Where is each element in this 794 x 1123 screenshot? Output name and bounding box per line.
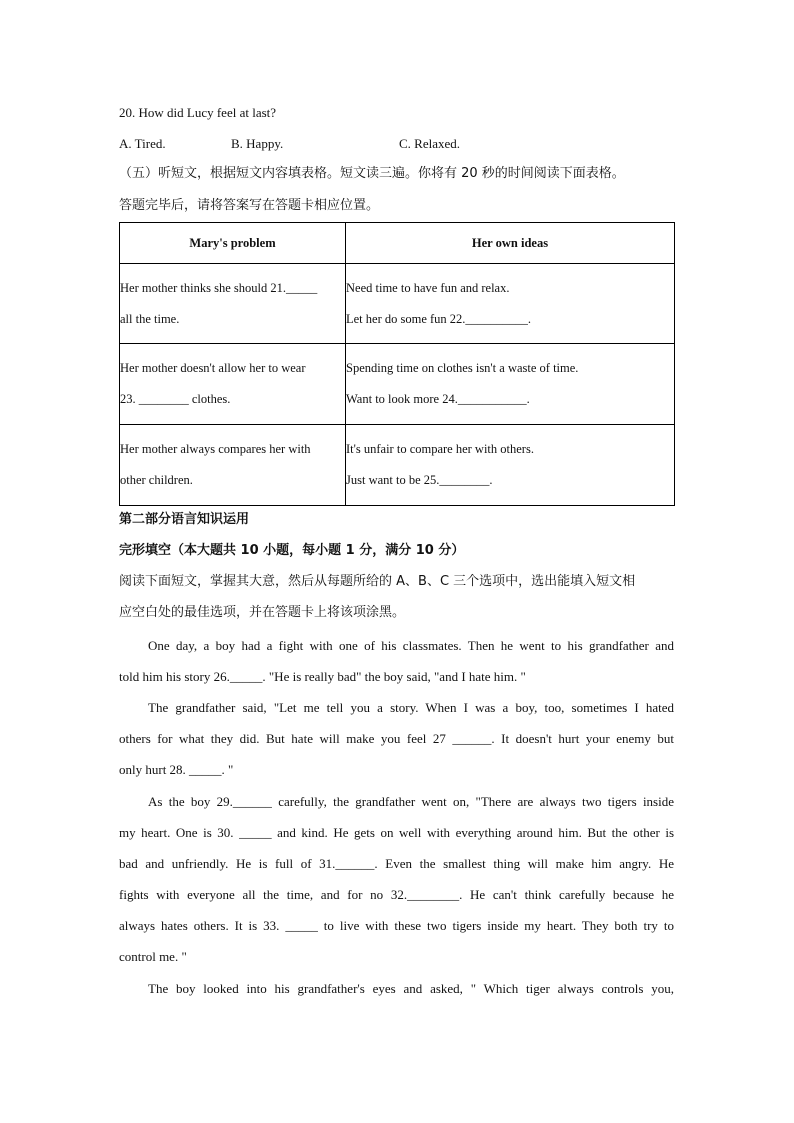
passage-paragraph-2 — [119, 700, 674, 793]
passage-paragraph-1 — [119, 638, 674, 700]
table-cell-problem — [120, 344, 346, 425]
passage-line: The grandfather said, "Let me tell you a story. When I was a boy, too, sometimes I hated — [148, 700, 674, 715]
cell-line: It's unfair to compare her with others. — [346, 442, 534, 456]
option-c: C. Relaxed. — [399, 136, 461, 151]
passage-paragraph-3 — [119, 794, 674, 980]
passage-line: As the boy 29.______ carefully, the grandfather went on, "There are always two tigers inside — [148, 794, 674, 809]
passage-line: fights with everyone all the time, and for no 32.________. He can't think carefully because he — [119, 887, 674, 902]
cell-line: Want to look more 24.___________. — [346, 392, 530, 406]
cell-line: Spending time on clothes isn't a waste of time. — [346, 361, 579, 375]
table-cell-ideas — [346, 264, 675, 344]
cell-line: 23. ________ clothes. — [120, 392, 231, 406]
cell-line: Her mother thinks she should 21._____ — [120, 281, 318, 295]
passage-line: told him his story 26._____. "He is really bad" the boy said, "and I hate him. " — [119, 669, 526, 684]
section5-instruction-line1: （五）听短文，根据短文内容填表格。短文读三遍。你将有 20 秒的时间阅读下面表格。 — [119, 166, 625, 181]
cell-line: Her mother always compares her with — [120, 442, 311, 456]
cloze-title: 完形填空（本大题共 10 小题，每小题 1 分，满分 10 分） — [119, 543, 465, 558]
passage-line: One day, a boy had a fight with one of his classmates. Then he went to his grandfather and — [148, 638, 674, 653]
table-cell-ideas — [346, 344, 675, 425]
answer-table — [119, 222, 675, 506]
table-cell-ideas — [346, 425, 675, 506]
table-header-row — [120, 223, 675, 264]
passage-line: control me. " — [119, 949, 187, 964]
passage-line: only hurt 28. _____. " — [119, 762, 234, 777]
cloze-instruction-line1: 阅读下面短文，掌握其大意，然后从每题所给的 A、B、C 三个选项中，选出能填入短文相 — [119, 574, 636, 589]
passage-line: others for what they did. But hate will make you feel 27 ______. It doesn't hurt your enemy but — [119, 731, 674, 746]
question-20: 20. How did Lucy feel at last? — [119, 105, 277, 120]
section5-instruction-line2: 答题完毕后，请将答案写在答题卡相应位置。 — [119, 198, 380, 213]
cell-line: Just want to be 25.________. — [346, 473, 493, 487]
passage-line: always hates others. It is 33. _____ to live with these two tigers inside my heart. They both try to — [119, 918, 674, 933]
passage-paragraph-4 — [119, 981, 674, 1012]
cloze-instruction-line2: 应空白处的最佳选项，并在答题卡上将该项涂黑。 — [119, 605, 406, 620]
option-a: A. Tired. — [119, 136, 166, 151]
table-header-problem: Mary's problem — [120, 223, 346, 264]
option-b: B. Happy. — [231, 136, 284, 151]
table-row — [120, 425, 675, 506]
cell-line: Her mother doesn't allow her to wear — [120, 361, 306, 375]
table-header-ideas: Her own ideas — [346, 223, 675, 264]
cell-line: Need time to have fun and relax. — [346, 281, 510, 295]
part2-title: 第二部分语言知识运用 — [119, 512, 250, 527]
passage-line: my heart. One is 30. _____ and kind. He gets on well with everything around him. But the other is — [119, 825, 674, 840]
table-row — [120, 264, 675, 344]
cell-line: all the time. — [120, 312, 180, 326]
cell-line: Let her do some fun 22.__________. — [346, 312, 532, 326]
passage-line: bad and unfriendly. He is full of 31.______. Even the smallest thing will make him angry. He — [119, 856, 674, 871]
cell-line: other children. — [120, 473, 193, 487]
table-cell-problem — [120, 264, 346, 344]
table-cell-problem — [120, 425, 346, 506]
passage-line: The boy looked into his grandfather's eyes and asked, " Which tiger always controls you, — [148, 981, 674, 996]
table-row — [120, 344, 675, 425]
